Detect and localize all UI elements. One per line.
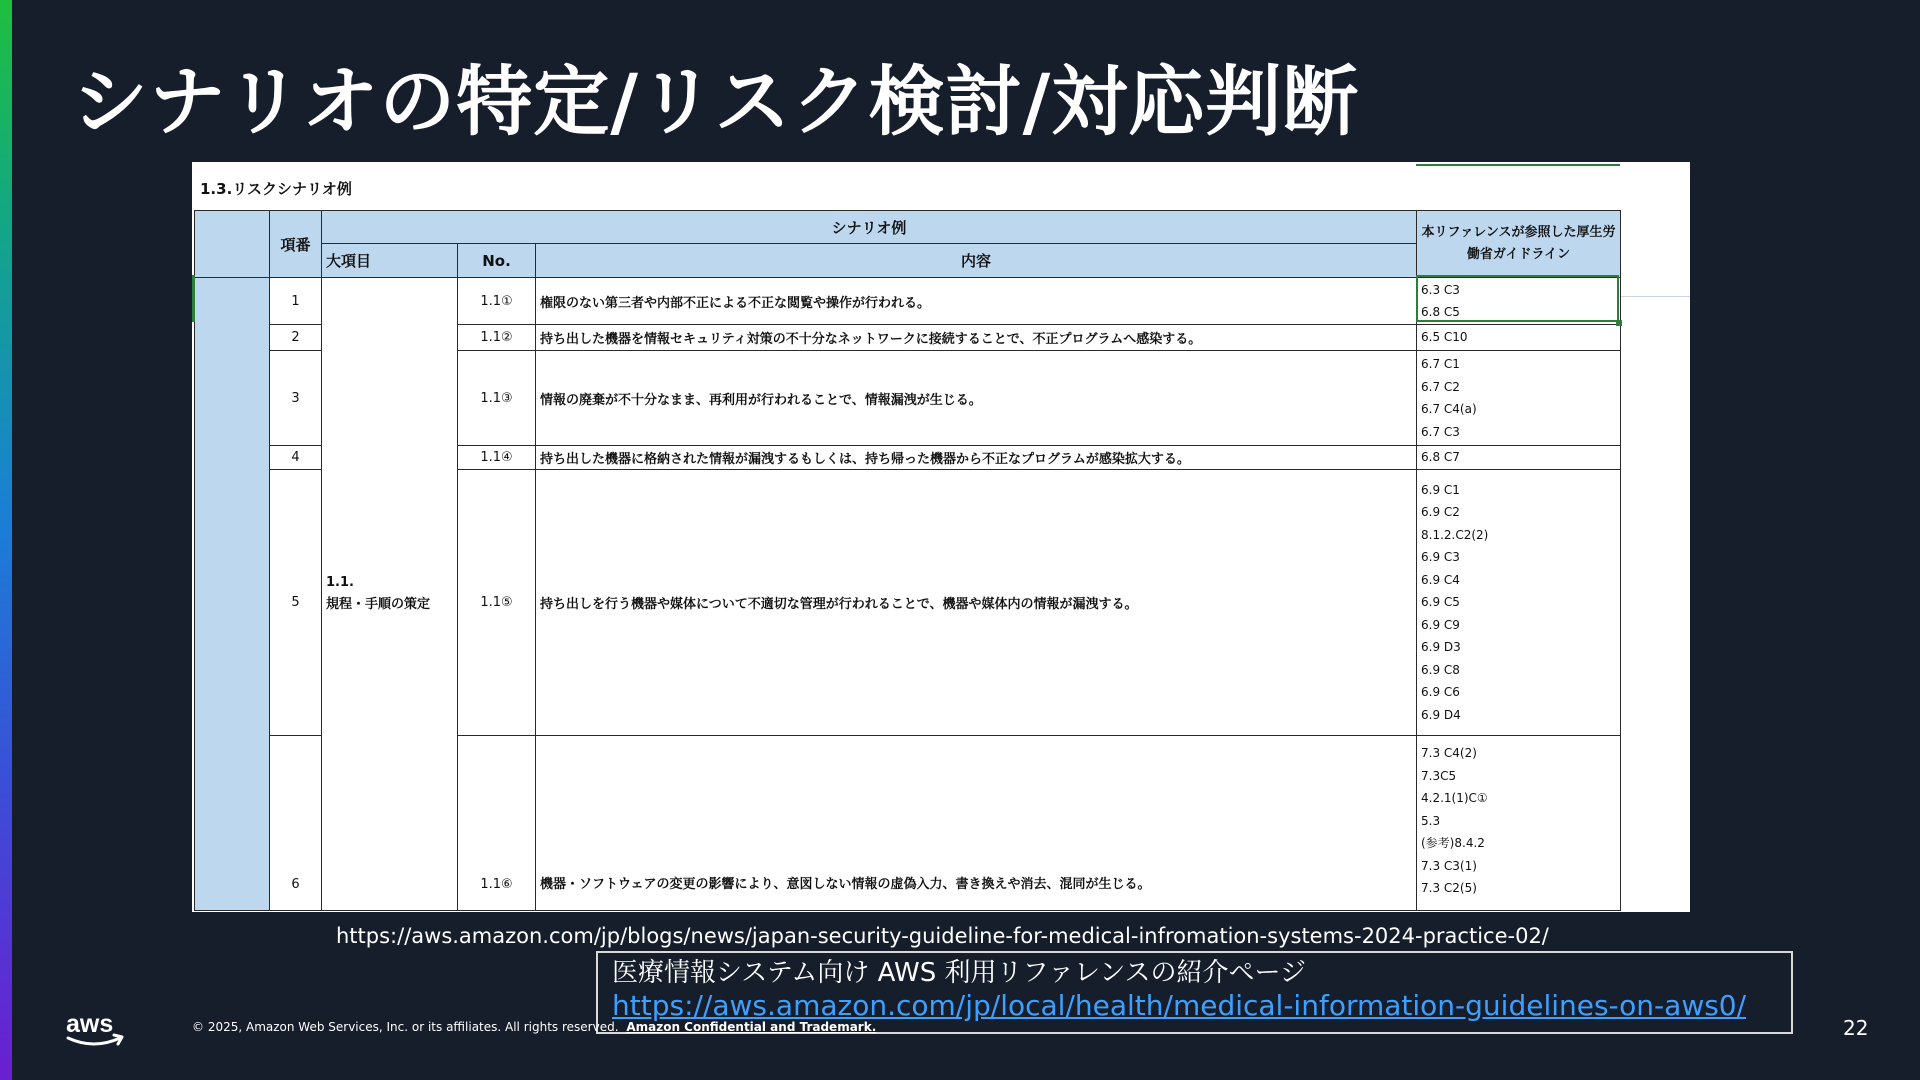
item-number-cell: 2 bbox=[270, 325, 322, 351]
guideline-ref: 6.9 D4 bbox=[1421, 707, 1461, 722]
category-cell bbox=[322, 278, 458, 911]
guideline-refs-cell bbox=[1417, 470, 1621, 736]
guideline-ref: 6.9 C3 bbox=[1421, 550, 1460, 565]
aws-logo-text: aws bbox=[66, 1010, 114, 1038]
blank-header-cell bbox=[195, 211, 270, 278]
guideline-ref: 6.7 C2 bbox=[1421, 379, 1460, 394]
item-number-cell: 6 bbox=[270, 736, 322, 911]
scenario-no-cell: 1.1⑥ bbox=[458, 736, 536, 911]
scenario-no-cell: 1.1① bbox=[458, 278, 536, 325]
header-category: 大項目 bbox=[322, 244, 458, 278]
category-number: 1.1. bbox=[326, 575, 354, 590]
scenario-content-cell: 持ち出しを行う機器や媒体について不適切な管理が行われることで、機器や媒体内の情報が漏洩する。 bbox=[536, 470, 1417, 736]
selection-top-rule bbox=[1416, 164, 1620, 166]
slide-title: シナリオの特定/リスク検討/対応判断 bbox=[72, 57, 1360, 146]
copyright-notice bbox=[192, 1020, 876, 1034]
fill-handle bbox=[1616, 320, 1622, 326]
copyright-text: © 2025, Amazon Web Services, Inc. or its affiliates. All rights reserved. bbox=[192, 1020, 619, 1034]
source-url: https://aws.amazon.com/jp/blogs/news/japan-security-guideline-for-medical-infromation-systems-2024-practice-02/ bbox=[336, 924, 1549, 948]
guideline-ref: 6.8 C5 bbox=[1421, 305, 1460, 319]
header-no: No. bbox=[458, 244, 536, 278]
guideline-ref: 7.3 C3(1) bbox=[1421, 858, 1477, 873]
guideline-ref: 6.9 C8 bbox=[1421, 662, 1460, 677]
guideline-ref: 6.9 C9 bbox=[1421, 617, 1460, 632]
active-row-indicator bbox=[192, 275, 195, 322]
scenario-content-cell: 持ち出した機器に格納された情報が漏洩するもしくは、持ち帰った機器から不正なプログラムが感染拡大する。 bbox=[536, 446, 1417, 470]
guideline-ref: 6.7 C4(a) bbox=[1421, 402, 1477, 416]
guideline-ref: 6.9 C1 bbox=[1421, 482, 1460, 497]
scenario-content-cell: 情報の廃棄が不十分なまま、再利用が行われることで、情報漏洩が生じる。 bbox=[536, 351, 1417, 446]
spreadsheet-screenshot bbox=[192, 162, 1690, 912]
guideline-ref: 8.1.2.C2(2) bbox=[1421, 527, 1489, 542]
guideline-refs-cell bbox=[1417, 446, 1621, 470]
guideline-ref: 6.8 C7 bbox=[1421, 450, 1460, 465]
header-scenario-group: シナリオ例 bbox=[322, 211, 1417, 244]
risk-scenario-table bbox=[194, 210, 1621, 911]
guideline-ref: 6.3 C3 bbox=[1421, 282, 1460, 297]
header-row-1 bbox=[195, 211, 1621, 244]
guideline-ref: 6.9 C2 bbox=[1421, 505, 1460, 520]
guideline-ref: 4.2.1(1)C① bbox=[1421, 791, 1488, 805]
header-row-2 bbox=[195, 244, 1621, 278]
table-row bbox=[195, 278, 1621, 325]
accent-gradient-bar bbox=[0, 0, 12, 1080]
scenario-content-cell: 権限のない第三者や内部不正による不正な閲覧や操作が行われる。 bbox=[536, 278, 1417, 325]
scenario-no-cell: 1.1③ bbox=[458, 351, 536, 446]
scenario-content-cell: 機器・ソフトウェアの変更の影響により、意図しない情報の虚偽入力、書き換えや消去、混同が生じる。 bbox=[536, 736, 1417, 911]
guideline-ref: 6.9 D3 bbox=[1421, 640, 1461, 655]
guideline-ref: 5.3 bbox=[1421, 813, 1441, 828]
guideline-ref: (参考)8.4.2 bbox=[1421, 836, 1485, 850]
guideline-refs-cell bbox=[1417, 351, 1621, 446]
guideline-ref: 7.3C5 bbox=[1421, 768, 1457, 783]
guideline-refs-cell bbox=[1417, 325, 1621, 351]
guideline-ref: 6.5 C10 bbox=[1421, 330, 1468, 345]
guideline-ref: 6.9 C4 bbox=[1421, 572, 1460, 587]
reference-description: 医療情報システム向け AWS 利用リファレンスの紹介ページ bbox=[612, 958, 1307, 988]
category-name: 規程・手順の策定 bbox=[326, 597, 431, 612]
confidential-text: Amazon Confidential and Trademark. bbox=[626, 1020, 877, 1034]
blank-side-cell bbox=[195, 278, 270, 911]
item-number-cell: 1 bbox=[270, 278, 322, 325]
guideline-ref: 6.9 C5 bbox=[1421, 595, 1460, 610]
scenario-content-cell: 持ち出した機器を情報セキュリティ対策の不十分なネットワークに接続することで、不正プログラムへ感染する。 bbox=[536, 325, 1417, 351]
guideline-ref: 6.9 C6 bbox=[1421, 685, 1460, 700]
sheet-title: 1.3.リスクシナリオ例 bbox=[200, 180, 352, 198]
guideline-ref: 7.3 C4(2) bbox=[1421, 746, 1477, 760]
guideline-ref: 6.7 C3 bbox=[1421, 424, 1460, 439]
item-number-cell: 3 bbox=[270, 351, 322, 446]
aws-logo bbox=[64, 1008, 130, 1050]
guideline-ref: 7.3 C2(5) bbox=[1421, 881, 1477, 895]
selected-cell-outline bbox=[1416, 275, 1619, 322]
item-number-cell: 5 bbox=[270, 470, 322, 736]
scenario-no-cell: 1.1⑤ bbox=[458, 470, 536, 736]
guideline-refs-cell bbox=[1417, 736, 1621, 911]
empty-cell bbox=[1620, 210, 1690, 297]
item-number-cell: 4 bbox=[270, 446, 322, 470]
scenario-no-cell: 1.1④ bbox=[458, 446, 536, 470]
guideline-ref: 6.7 C1 bbox=[1421, 357, 1460, 371]
page-number: 22 bbox=[1843, 1016, 1869, 1040]
header-guideline: 本リファレンスが参照した厚生労働省ガイドライン bbox=[1417, 211, 1621, 278]
header-item-no: 項番 bbox=[270, 211, 322, 278]
reference-link[interactable]: https://aws.amazon.com/jp/local/health/medical-information-guidelines-on-aws0/ bbox=[612, 989, 1747, 1022]
header-content: 内容 bbox=[536, 244, 1417, 278]
scenario-no-cell: 1.1② bbox=[458, 325, 536, 351]
